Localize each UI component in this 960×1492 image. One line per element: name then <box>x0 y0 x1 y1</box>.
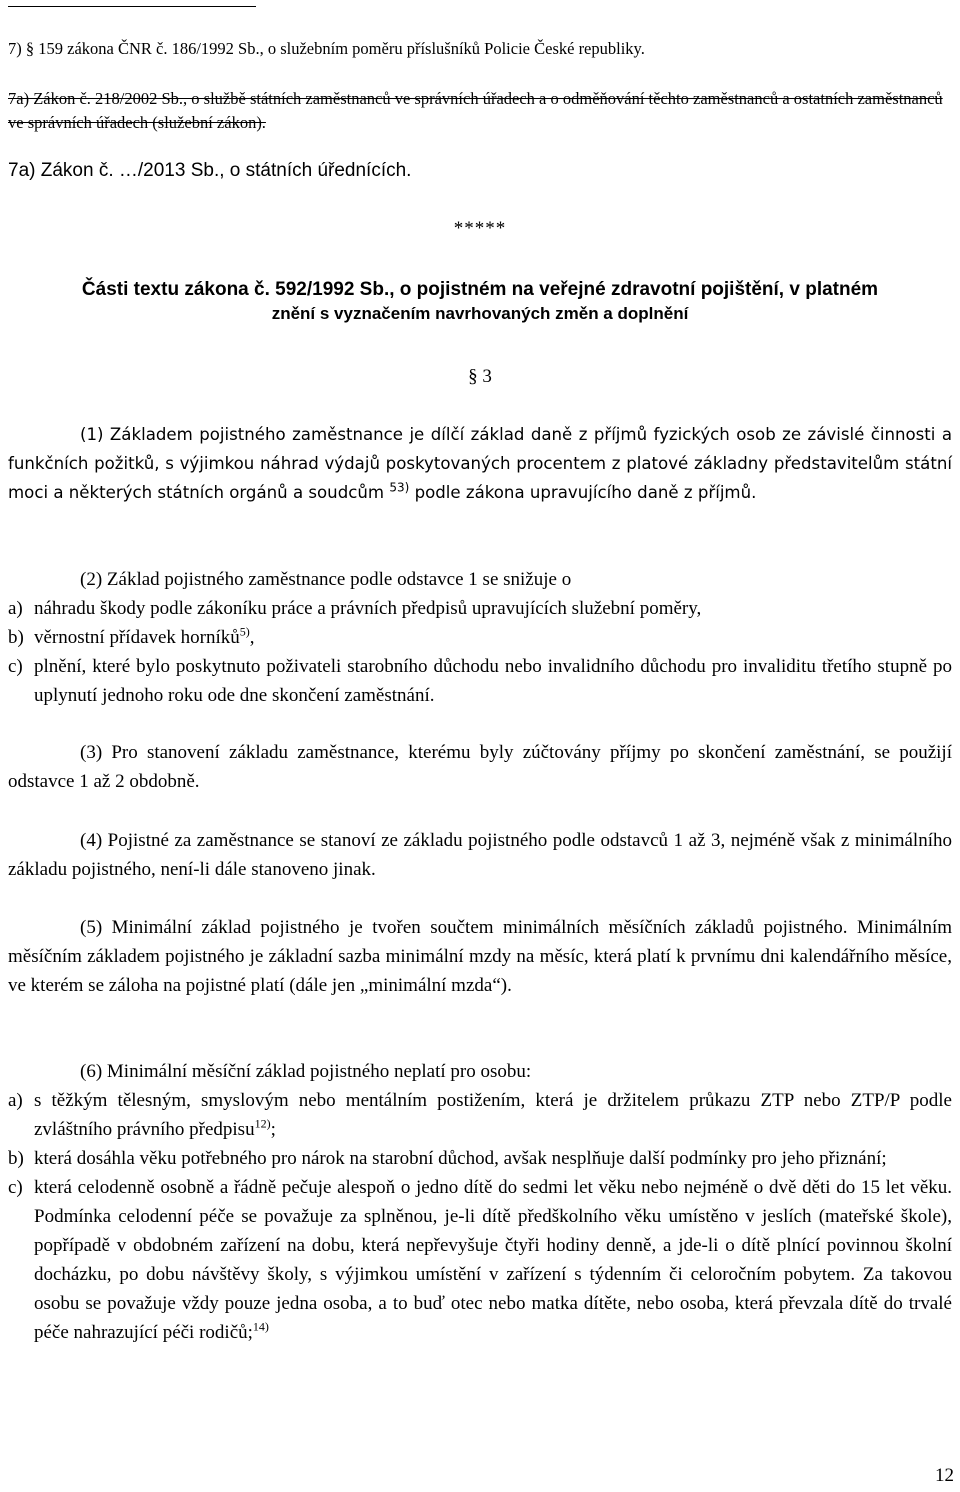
paragraph-2 <box>8 565 952 710</box>
list-item <box>8 652 952 710</box>
list-item-body: s těžkým tělesným, smyslovým nebo mentálním postižením, která je držitelem průkazu ZTP nebo ZTP/P podle zvláštního právního předpisu <box>34 1090 952 1140</box>
new-footnote-7a: 7a) Zákon č. …/2013 Sb., o státních úřednících. <box>8 160 412 181</box>
footnote-ref-53: 53) <box>389 480 410 495</box>
list-item-label: b) <box>8 627 24 648</box>
list-item-label: a) <box>8 1090 23 1111</box>
footnote-ref-14: 14) <box>252 1319 269 1334</box>
list-item-text: plnění, které bylo poskytnuto poživateli starobního důchodu nebo invalidního důchodu pro invaliditu třetího stupně po uplynutí jednoho roku ode dne skončení zaměstnání. <box>34 656 952 706</box>
list-item <box>8 1086 952 1144</box>
footnote-7a-struck: 7a) Zákon č. 218/2002 Sb., o službě státních zaměstnanců ve správních úřadech a o odměňování těchto zaměstnanců a ostatních zaměstnanců ve správních úřadech (služební zákon). <box>8 89 943 132</box>
paragraph-6 <box>8 1057 952 1347</box>
list-item <box>8 1144 952 1173</box>
paragraph-4: (4) Pojistné za zaměstnance se stanoví ze základu pojistného podle odstavců 1 až 3, nejméně však z minimálního základu pojistného, není-li dále stanoveno jinak. <box>8 830 952 880</box>
paragraph-5: (5) Minimální základ pojistného je tvořen součtem minimálních měsíčních základů pojistného. Minimálním měsíčním základem pojistného je základní sazba minimální mzdy na měsíc, která platí k prvnímu dni kalendářního měsíce, ve kterém se záloha na pojistné platí (dále jen „minimální mzda“). <box>8 917 952 996</box>
list-item-text <box>34 623 952 652</box>
document-heading <box>6 278 954 326</box>
paragraph-6-intro: (6) Minimální měsíční základ pojistného neplatí pro osobu: <box>80 1061 532 1082</box>
paragraph-3: (3) Pro stanovení základu zaměstnance, kterému byly zúčtovány příjmy po skončení zaměstnání, se použijí odstavce 1 až 2 obdobně. <box>8 742 952 792</box>
list-item <box>8 594 952 623</box>
list-item-label: a) <box>8 598 23 619</box>
footnote-separator-line <box>8 6 256 7</box>
list-item-label: c) <box>8 656 23 677</box>
paragraph-1 <box>8 420 952 507</box>
list-item-punct: ; <box>270 1119 276 1140</box>
list-item-body: která celodenně osobně a řádně pečuje alespoň o jedno dítě do sedmi let věku nebo nejméně o dvě děti do 15 let věku. Podmínka celodenní péče se považuje za splněnou, je-li dítě předškolního věku umístěno v jeslích (mateřské škole), popřípadě v obdobném zařízení na dobu, která nepřevyšuje čtyři hodiny denně, a jde-li o dítě plnící povinnou školní docházku, po dobu návštěvy školy, s výjimkou umístění v zařízení s týdenním či celoročním pobytem. Za takovou osobu se považuje vždy pouze jedna osoba, a to buď otec nebo matka dítěte, nebo osoba, která převzala dítě do trvalé péče nahrazující péči rodičů; <box>34 1177 952 1343</box>
list-item <box>8 1173 952 1347</box>
paragraph-1-text: (1) Základem pojistného zaměstnance je dílčí základ daně z příjmů fyzických osob ze závislé činnosti a funkčních požitků, s výjimkou náhrad výdajů poskytovaných procentem z platové základny představitelům státní moci a některých státních orgánů a soudcům <box>8 425 952 502</box>
paragraph-1-tail: podle zákona upravujícího daně z příjmů. <box>414 483 757 502</box>
footnote-7: 7) § 159 zákona ČNR č. 186/1992 Sb., o služebním poměru příslušníků Policie České republiky. <box>8 39 645 58</box>
list-item-punct: , <box>249 627 255 648</box>
footnote-ref-5: 5) <box>239 624 250 639</box>
list-item <box>8 623 952 652</box>
heading-line-1: Části textu zákona č. 592/1992 Sb., o pojistném na veřejné zdravotní pojištění, v platném <box>81 279 879 300</box>
page-number: 12 <box>935 1465 954 1486</box>
list-item-label: c) <box>8 1177 23 1198</box>
list-item-body: věrnostní přídavek horníků <box>34 627 240 648</box>
list-item-label: b) <box>8 1148 24 1169</box>
heading-line-2: znění s vyznačením navrhovaných změn a doplnění <box>271 304 689 323</box>
section-number: § 3 <box>468 366 492 387</box>
paragraph-2-intro: (2) Základ pojistného zaměstnance podle odstavce 1 se snižuje o <box>80 569 572 590</box>
list-item-text <box>34 1173 952 1347</box>
separator-stars: ***** <box>453 218 507 239</box>
footnote-ref-12: 12) <box>254 1116 271 1131</box>
list-item-text: která dosáhla věku potřebného pro nárok na starobní důchod, avšak nesplňuje další podmínky pro jeho přiznání; <box>34 1148 887 1169</box>
list-item-text: náhradu škody podle zákoníku práce a právních předpisů upravujících služební poměry, <box>34 598 702 619</box>
list-item-text <box>34 1086 952 1144</box>
